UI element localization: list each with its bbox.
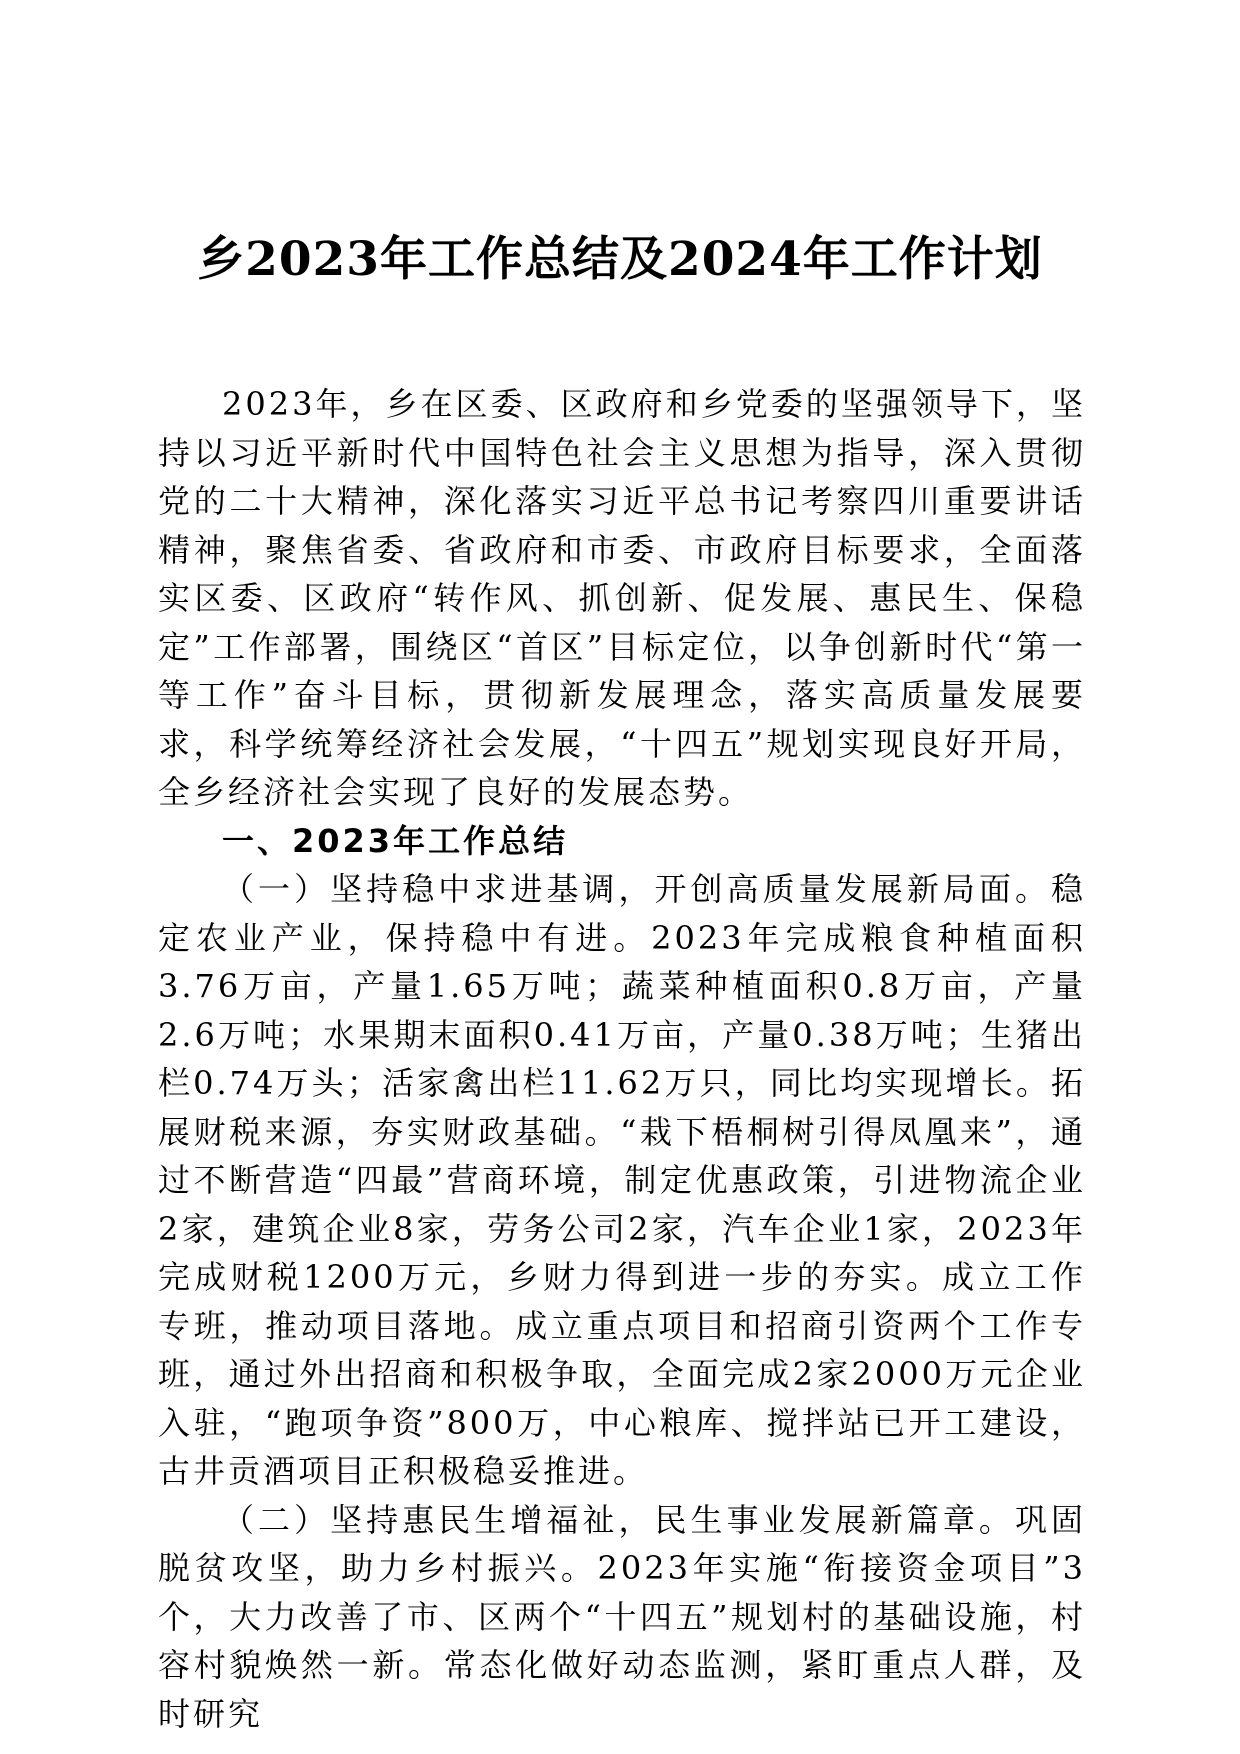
document-body (158, 380, 1086, 1738)
paragraph-2: （二）坚持惠民生增福祉，民生事业发展新篇章。巩固脱贫攻坚，助力乡村振兴。2023年实施“衔接资金项目”3个，大力改善了市、区两个“十四五”规划村的基础设施，村容村貌焕然一新。常态化做好动态监测，紧盯重点人群，及时研究 (158, 1500, 1086, 1733)
document-title: 乡2023年工作总结及2024年工作计划 (197, 232, 1043, 287)
section-heading: 一、2023年工作总结 (222, 821, 569, 860)
intro-paragraph: 2023年，乡在区委、区政府和乡党委的坚强领导下，坚持以习近平新时代中国特色社会主义思想为指导，深入贯彻党的二十大精神，深化落实习近平总书记考察四川重要讲话精神，聚焦省委、省政府和市委、市政府目标要求，全面落实区委、区政府“转作风、抓创新、促发展、惠民生、保稳定”工作部署，围绕区“首区”目标定位，以争创新时代“第一等工作”奋斗目标，贯彻新发展理念，落实高质量发展要求，科学统筹经济社会发展，“十四五”规划实现良好开局，全乡经济社会实现了良好的发展态势。 (158, 385, 1086, 811)
paragraph-1: （一）坚持稳中求进基调，开创高质量发展新局面。稳定农业产业，保持稳中有进。2023年完成粮食种植面积3.76万亩，产量1.65万吨；蔬菜种植面积0.8万亩，产量2.6万吨；水果期末面积0.41万亩，产量0.38万吨；生猪出栏0.74万头；活家禽出栏11.62万只，同比均实现增长。拓展财税来源，夯实财政基础。“栽下梧桐树引得凤凰来”，通过不断营造“四最”营商环境，制定优惠政策，引进物流企业2家，建筑企业8家，劳务公司2家，汽车企业1家，2023年完成财税1200万元，乡财力得到进一步的夯实。成立工作专班，推动项目落地。成立重点项目和招商引资两个工作专班，通过外出招商和积极争取，全面完成2家2000万元企业入驻，“跑项争资”800万，中心粮库、搅拌站已开工建设，古井贡酒项目正积极稳妥推进。 (158, 870, 1086, 1490)
